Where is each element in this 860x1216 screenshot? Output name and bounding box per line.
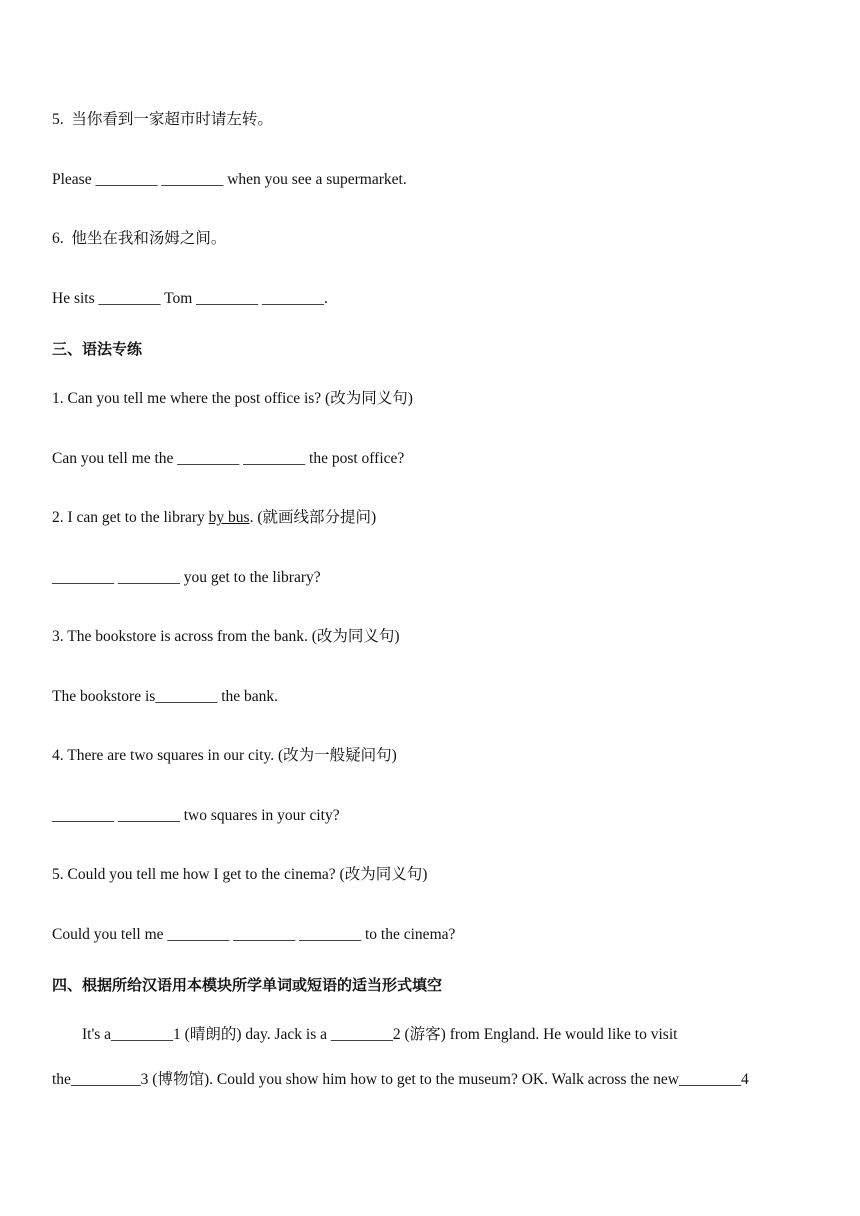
grammar-question-5: 5. Could you tell me how I get to the cinema? (改为同义句)	[52, 866, 428, 883]
question-5-chinese: 5. 当你看到一家超市时请左转。	[52, 111, 273, 128]
grammar-question-3: 3. The bookstore is across from the bank. (改为同义句)	[52, 628, 400, 645]
section-4-heading: 四、根据所给汉语用本模块所学单词或短语的适当形式填空	[52, 976, 443, 994]
question-5-english: Please ________ ________ when you see a supermarket.	[52, 171, 407, 188]
grammar-question-2-prefix: 2. I can get to the library	[52, 509, 209, 526]
question-6-chinese: 6. 他坐在我和汤姆之间。	[52, 230, 227, 247]
grammar-question-2	[52, 508, 376, 528]
grammar-answer-4: ________ ________ two squares in your city?	[52, 807, 340, 824]
underlined-phrase: by bus	[208, 509, 250, 526]
section-3-heading: 三、语法专练	[52, 340, 143, 358]
passage-line-2: the_________3 (博物馆). Could you show him how to get to the museum? OK. Walk across the new________4	[52, 1071, 749, 1088]
grammar-answer-2: ________ ________ you get to the library?	[52, 569, 321, 586]
grammar-question-2-suffix: . (就画线部分提问)	[249, 509, 377, 526]
grammar-answer-1: Can you tell me the ________ ________ the post office?	[52, 450, 405, 467]
question-6-english: He sits ________ Tom ________ ________.	[52, 290, 328, 307]
grammar-answer-3: The bookstore is________ the bank.	[52, 688, 279, 705]
grammar-question-4: 4. There are two squares in our city. (改为一般疑问句)	[52, 747, 397, 764]
grammar-answer-5: Could you tell me ________ ________ ________ to the cinema?	[52, 926, 456, 943]
passage-line-1: It's a________1 (晴朗的) day. Jack is a ________2 (游客) from England. He would like to visit	[82, 1026, 678, 1043]
grammar-question-1: 1. Can you tell me where the post office is? (改为同义句)	[52, 390, 413, 407]
